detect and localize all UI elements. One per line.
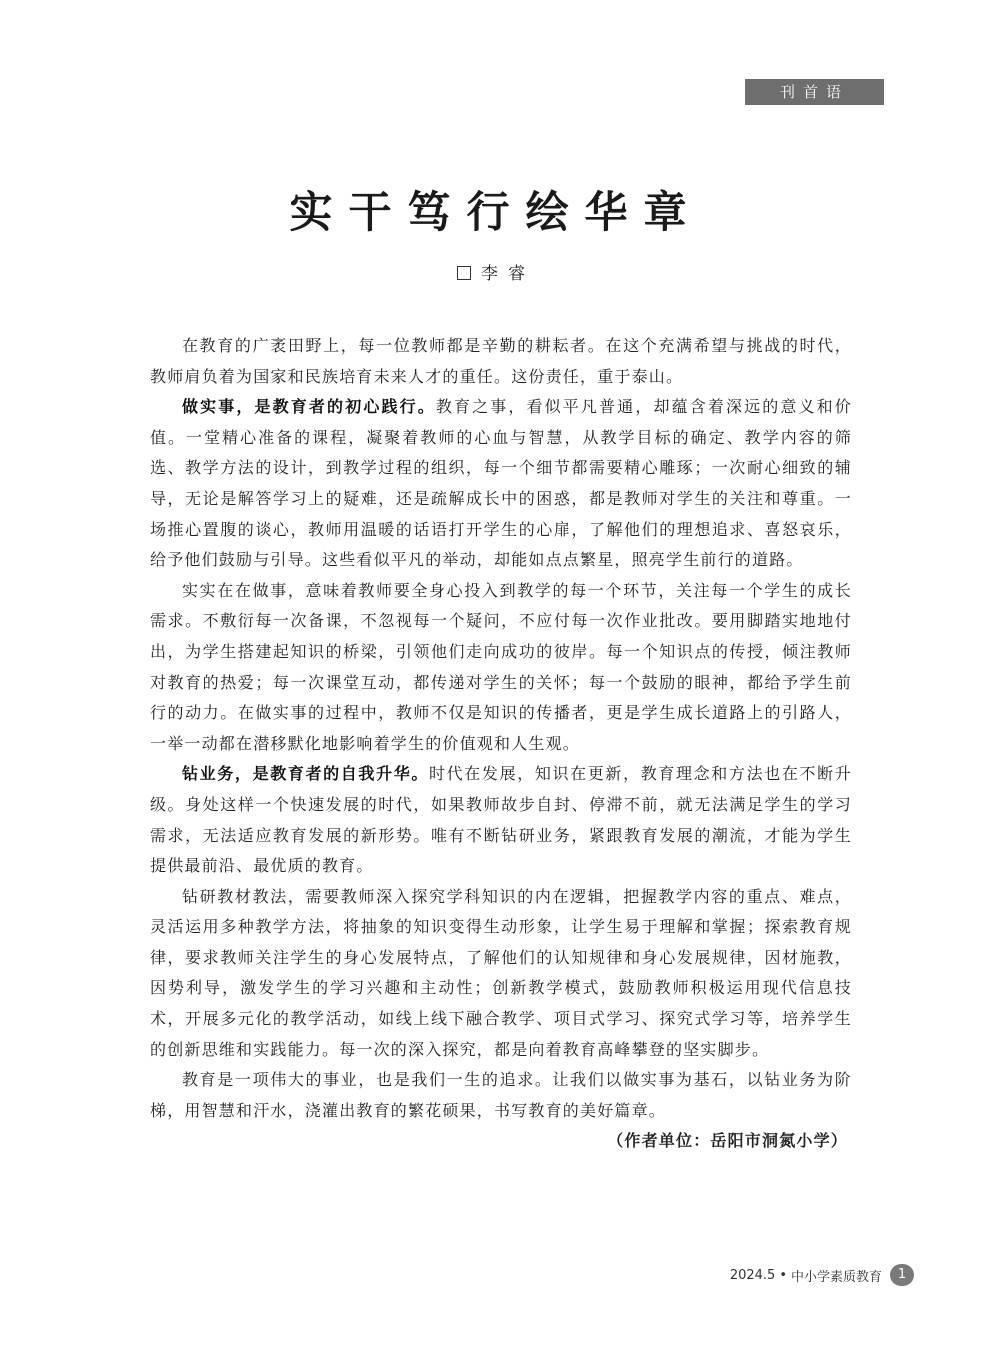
page-footer: [730, 1264, 914, 1286]
paragraph-text: 教育是一项伟大的事业，也是我们一生的追求。让我们以做实事为基石，以钻业务为阶梯，用智慧和汗水，浇灌出教育的繁花硕果，书写教育的美好篇章。: [150, 1070, 852, 1120]
paragraph-lead: 做实事，是教育者的初心践行。: [182, 397, 436, 417]
paragraph: [150, 576, 852, 760]
author-box-icon: [457, 266, 471, 280]
author-name: 李睿: [481, 264, 535, 284]
paragraph: [150, 759, 852, 881]
paragraph-lead: 钻业务，是教育者的自我升华。: [182, 764, 429, 784]
paragraph: [150, 882, 852, 1066]
paragraph-text: 在教育的广袤田野上，每一位教师都是辛勤的耕耘者。在这个充满希望与挑战的时代，教师肩负着为国家和民族培育未来人才的重任。这份责任，重于泰山。: [150, 336, 852, 386]
paragraph-text: 教育之事，看似平凡普通，却蕴含着深远的意义和价值。一堂精心准备的课程，凝聚着教师的心血与智慧，从教学目标的确定、教学内容的筛选、教学方法的设计，到教学过程的组织，每一个细节都需要精心雕琢；一次耐心细致的辅导，无论是解答学习上的疑难，还是疏解成长中的困惑，都是教师对学生的关注和尊重。一场推心置腹的谈心，教师用温暖的话语打开学生的心扉，了解他们的理想追求、喜怒哀乐，给予他们鼓励与引导。这些看似平凡的举动，却能如点点繁星，照亮学生前行的道路。: [150, 397, 852, 570]
page-number: 1: [890, 1264, 914, 1286]
paragraph: [150, 331, 852, 392]
paragraph-text: 实实在在做事，意味着教师要全身心投入到教学的每一个环节，关注每一个学生的成长需求。不敷衍每一次备课，不忽视每一个疑问，不应付每一次作业批改。要用脚踏实地地付出，为学生搭建起知识的桥梁，引领他们走向成功的彼岸。每一个知识点的传授，倾注教师对教育的热爱；每一次课堂互动，都传递对学生的关怀；每一个鼓励的眼神，都给予学生前行的动力。在做实事的过程中，教师不仅是知识的传播者，更是学生成长道路上的引路人，一举一动都在潜移默化地影响着学生的价值观和人生观。: [150, 580, 852, 753]
issue-number: 2024.5: [729, 1267, 776, 1283]
journal-name: 中小学素质教育: [790, 1269, 882, 1285]
paragraph-text: 时代在发展，知识在更新，教育理念和方法也在不断升级。身处这样一个快速发展的时代，如果教师故步自封、停滞不前，就无法满足学生的学习需求，无法适应教育发展的新形势。唯有不断钻研业务，紧跟教育发展的潮流，才能为学生提供最前沿、最优质的教育。: [150, 764, 852, 876]
author-line: [0, 262, 992, 286]
article-title: 实干笃行绘华章: [289, 188, 703, 238]
paragraph: [150, 1065, 852, 1126]
paragraph-text: 钻研教材教法，需要教师深入探究学科知识的内在逻辑，把握教学内容的重点、难点，灵活运用多种教学方法，将抽象的知识变得生动形象，让学生易于理解和掌握；探索教育规律，要求教师关注学生的身心发展特点，了解他们的认知规律和身心发展规律，因材施教，因势利导，激发学生的学习兴趣和主动性；创新教学模式，鼓励教师积极运用现代信息技术，开展多元化的教学活动，如线上线下融合教学、项目式学习、探究式学习等，培养学生的创新思维和实践能力。每一次的深入探究，都是向着教育高峰攀登的坚实脚步。: [150, 886, 852, 1059]
section-tag: 刊首语: [745, 79, 884, 105]
footer-separator: •: [779, 1267, 787, 1283]
paragraph: [150, 392, 852, 576]
article-body: [150, 331, 852, 1157]
author-affiliation: （作者单位：岳阳市洞氮小学）: [607, 1131, 848, 1151]
